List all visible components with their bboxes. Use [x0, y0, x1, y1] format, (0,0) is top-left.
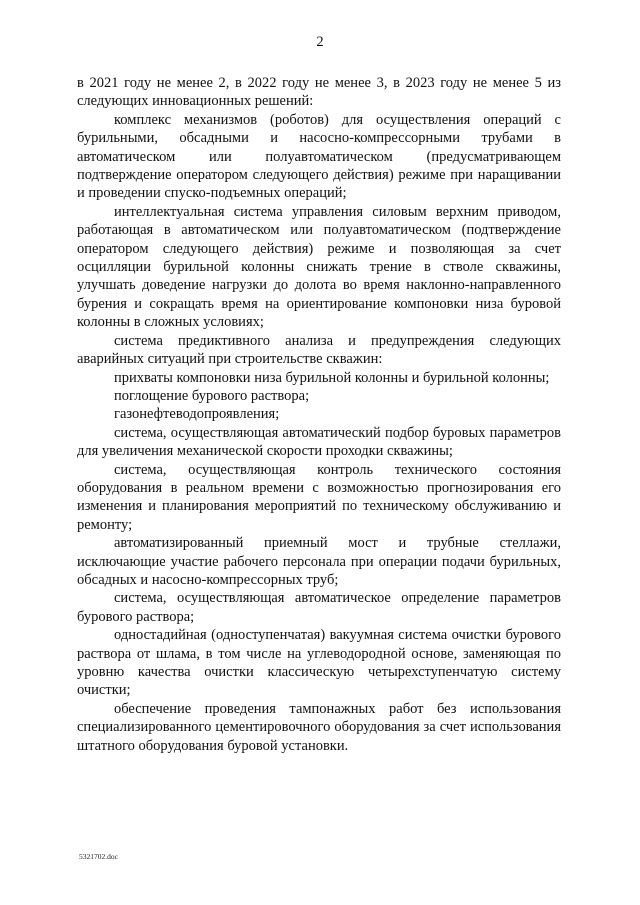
paragraph: в 2021 году не менее 2, в 2022 году не менее 3, в 2023 году не менее 5 из следующих инновационных решений: — [77, 75, 561, 110]
document-body — [77, 74, 561, 755]
paragraph: система, осуществляющая контроль технического состояния оборудования в реальном времени с возможностью прогнозирования его изменения и планирования мероприятий по техническому обслуживанию и ремонту; — [77, 461, 561, 533]
paragraph: поглощение бурового раствора; — [114, 387, 310, 404]
paragraph: газонефтеводопроявления; — [114, 406, 280, 423]
page-number: 2 — [316, 34, 324, 50]
paragraph: одностадийная (одноступенчатая) вакуумная система очистки бурового раствора от шлама, в том числе на углеводородной основе, заменяющая по уровню качества очистки классическую четырехступенчатую систему очистки; — [77, 627, 561, 699]
paragraph: система предиктивного анализа и предупреждения следующих аварийных ситуаций при строительстве скважин: — [77, 332, 561, 368]
paragraph: автоматизированный приемный мост и трубные стеллажи, исключающие участие рабочего персонала при операции подачи бурильных, обсадных и насосно-компрессорных труб; — [77, 535, 561, 588]
document-filename: 5321702.doc — [79, 852, 118, 861]
paragraph: система, осуществляющая автоматический подбор буровых параметров для увеличения механической скорости проходки скважины; — [77, 424, 561, 460]
paragraph: обеспечение проведения тампонажных работ без использования специализированного цементировочного оборудования за счет использования штатного оборудования буровой установки. — [77, 700, 561, 754]
paragraph: интеллектуальная система управления силовым верхним приводом, работающая в автоматическом или полуавтоматическом (подтверждение оператором следующего действия) режиме и позволяющая за счет осцилляции бурильной колонны снижать трение в стволе скважины, улучшать доведение нагрузки до долота во время наклонно-направленного бурения и сокращать время на ориентирование компоновки низа буровой колонны в сложных условиях; — [77, 203, 561, 331]
paragraph: прихваты компоновки низа бурильной колонны и бурильной колонны; — [114, 369, 550, 386]
paragraph: комплекс механизмов (роботов) для осуществления операций с бурильными, обсадными и насосно-компрессорными трубами в автоматическом или полуавтоматическом (предусматривающем подтверждение оператором следующего действия) режиме при наращивании и проведении спуско-подъемных операций; — [77, 111, 561, 202]
paragraph: система, осуществляющая автоматическое определение параметров бурового раствора; — [77, 590, 561, 625]
